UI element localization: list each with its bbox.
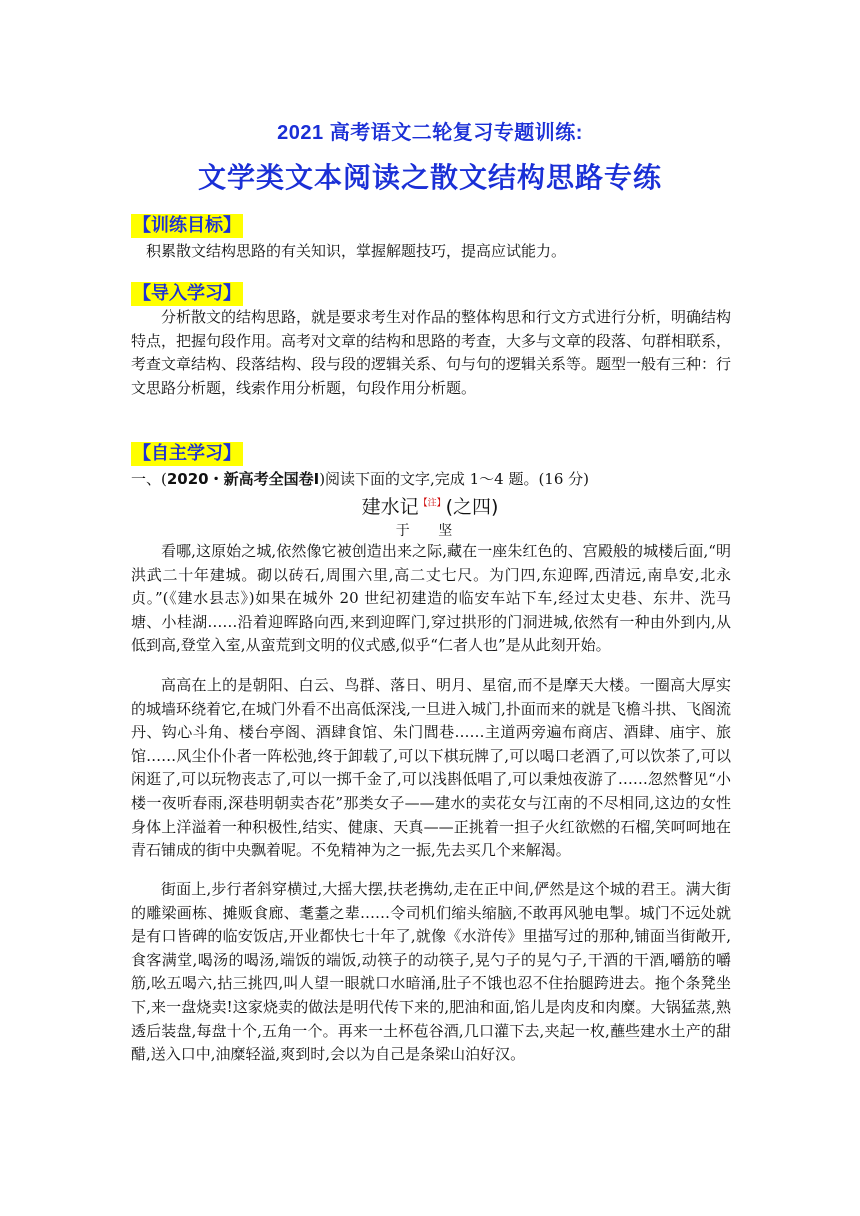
section-text-goal: 积累散文结构思路的有关知识，掌握解题技巧，提高应试能力。	[146, 242, 567, 260]
essay-paragraph-3: 街面上,步行者斜穿横过,大摇大摆,扶老携幼,走在正中间,俨然是这个城的君王。满大街的雕梁画栋、摊贩食廊、耄耋之辈……令司机们缩头缩脑,不敢再风驰电掣。城门不远处就是有口皆碑的临安饭店,开业都快七十年了,就像《水浒传》里描写过的那种,铺面当街敞开,食客满堂,喝汤的喝汤,端饭的端饭,动筷子的动筷子,晃勺子的晃勺子,干酒的干酒,嚼筋的嚼筋,吆五喝六,拈三挑四,叫人望一眼就口水暗涌,肚子不饿也忍不住抬腿跨进去。拖个条凳坐下,来一盘烧卖!这家烧卖的做法是明代传下来的,肥油和面,馅儿是肉皮和肉糜。大锅猛蒸,熟透后装盘,每盘十个,五角一个。再来一土杯苞谷酒,几口灌下去,夹起一枚,蘸些建水土产的甜醋,送入口中,油糜轻溢,爽到时,会以为自己是条梁山泊好汉。	[131, 880, 731, 1064]
essay-author: 于 坚	[395, 523, 465, 539]
section-heading-self-study: 【自主学习】	[133, 443, 241, 464]
question-prefix: 一、(	[131, 470, 167, 488]
document-title-line2: 文学类文本阅读之散文结构思路专练	[197, 161, 662, 194]
essay-title	[0, 492, 860, 519]
section-heading-intro: 【导入学习】	[133, 283, 241, 304]
essay-paragraph-2: 高高在上的是朝阳、白云、鸟群、落日、明月、星宿,而不是摩天大楼。一圈高大厚实的城墙环绕着它,在城门外看不出高低深浅,一旦进入城门,扑面而来的就是飞檐斗拱、飞阁流丹、钩心斗角、楼台亭阁、酒肆食馆、朱门閭巷……主道两旁遍布商店、酒肆、庙宇、旅馆……风尘仆仆者一阵松弛,终于卸载了,可以下棋玩牌了,可以喝口老酒了,可以饮茶了,可以闲逛了,可以玩物丧志了,可以一掷千金了,可以浅斟低唱了,可以秉烛夜游了……忽然瞥见“小楼一夜听春雨,深巷明朝卖杏花”那类女子——建水的卖花女与江南的不尽相同,这边的女性身体上洋溢着一种积极性,结实、健康、天真——正挑着一担子火红欲燃的石榴,笑呵呵地在青石铺成的街中央飘着呢。不免精神为之一振,先去买几个来解渴。	[131, 676, 731, 860]
essay-title-text: 建水记	[361, 496, 419, 518]
question-suffix: )阅读下面的文字,完成 1～4 题。(16 分)	[319, 470, 590, 488]
essay-paragraph-1: 看哪,这原始之城,依然像它被创造出来之际,藏在一座朱红色的、宫殿般的城楼后面,“明洪武二十年建城。砌以砖石,周围六里,高二丈七尺。为门四,东迎晖,西清远,南阜安,北永贞。”(《建水县志》)如果在城外 20 世纪初建造的临安车站下车,经过太史巷、东井、洗马塘、小桂湖……沿着迎晖路向西,来到迎晖门,穿过拱形的门洞进城,依然有一种由外到内,从低到高,登堂入室,从蛮荒到文明的仪式感,似乎“仁者人也”是从此刻开始。	[131, 542, 731, 655]
section-heading-goal: 【训练目标】	[133, 215, 241, 236]
document-title-line1: 2021 高考语文二轮复习专题训练:	[277, 122, 583, 144]
essay-note-mark: 【注】	[418, 498, 446, 509]
essay-title-suffix: (之四)	[445, 496, 499, 518]
section-text-intro: 分析散文的结构思路，就是要求考生对作品的整体构思和行文方式进行分析，明确结构特点，把握句段作用。高考对文章的结构和思路的考查，大多与文章的段落、句群相联系，考查文章结构、段落结构、段与段的逻辑关系、句与句的逻辑关系等。题型一般有三种：行文思路分析题，线索作用分析题，句段作用分析题。	[131, 308, 732, 397]
question-instruction	[131, 468, 731, 489]
question-source: 2020・新高考全国卷Ⅰ	[166, 470, 320, 488]
